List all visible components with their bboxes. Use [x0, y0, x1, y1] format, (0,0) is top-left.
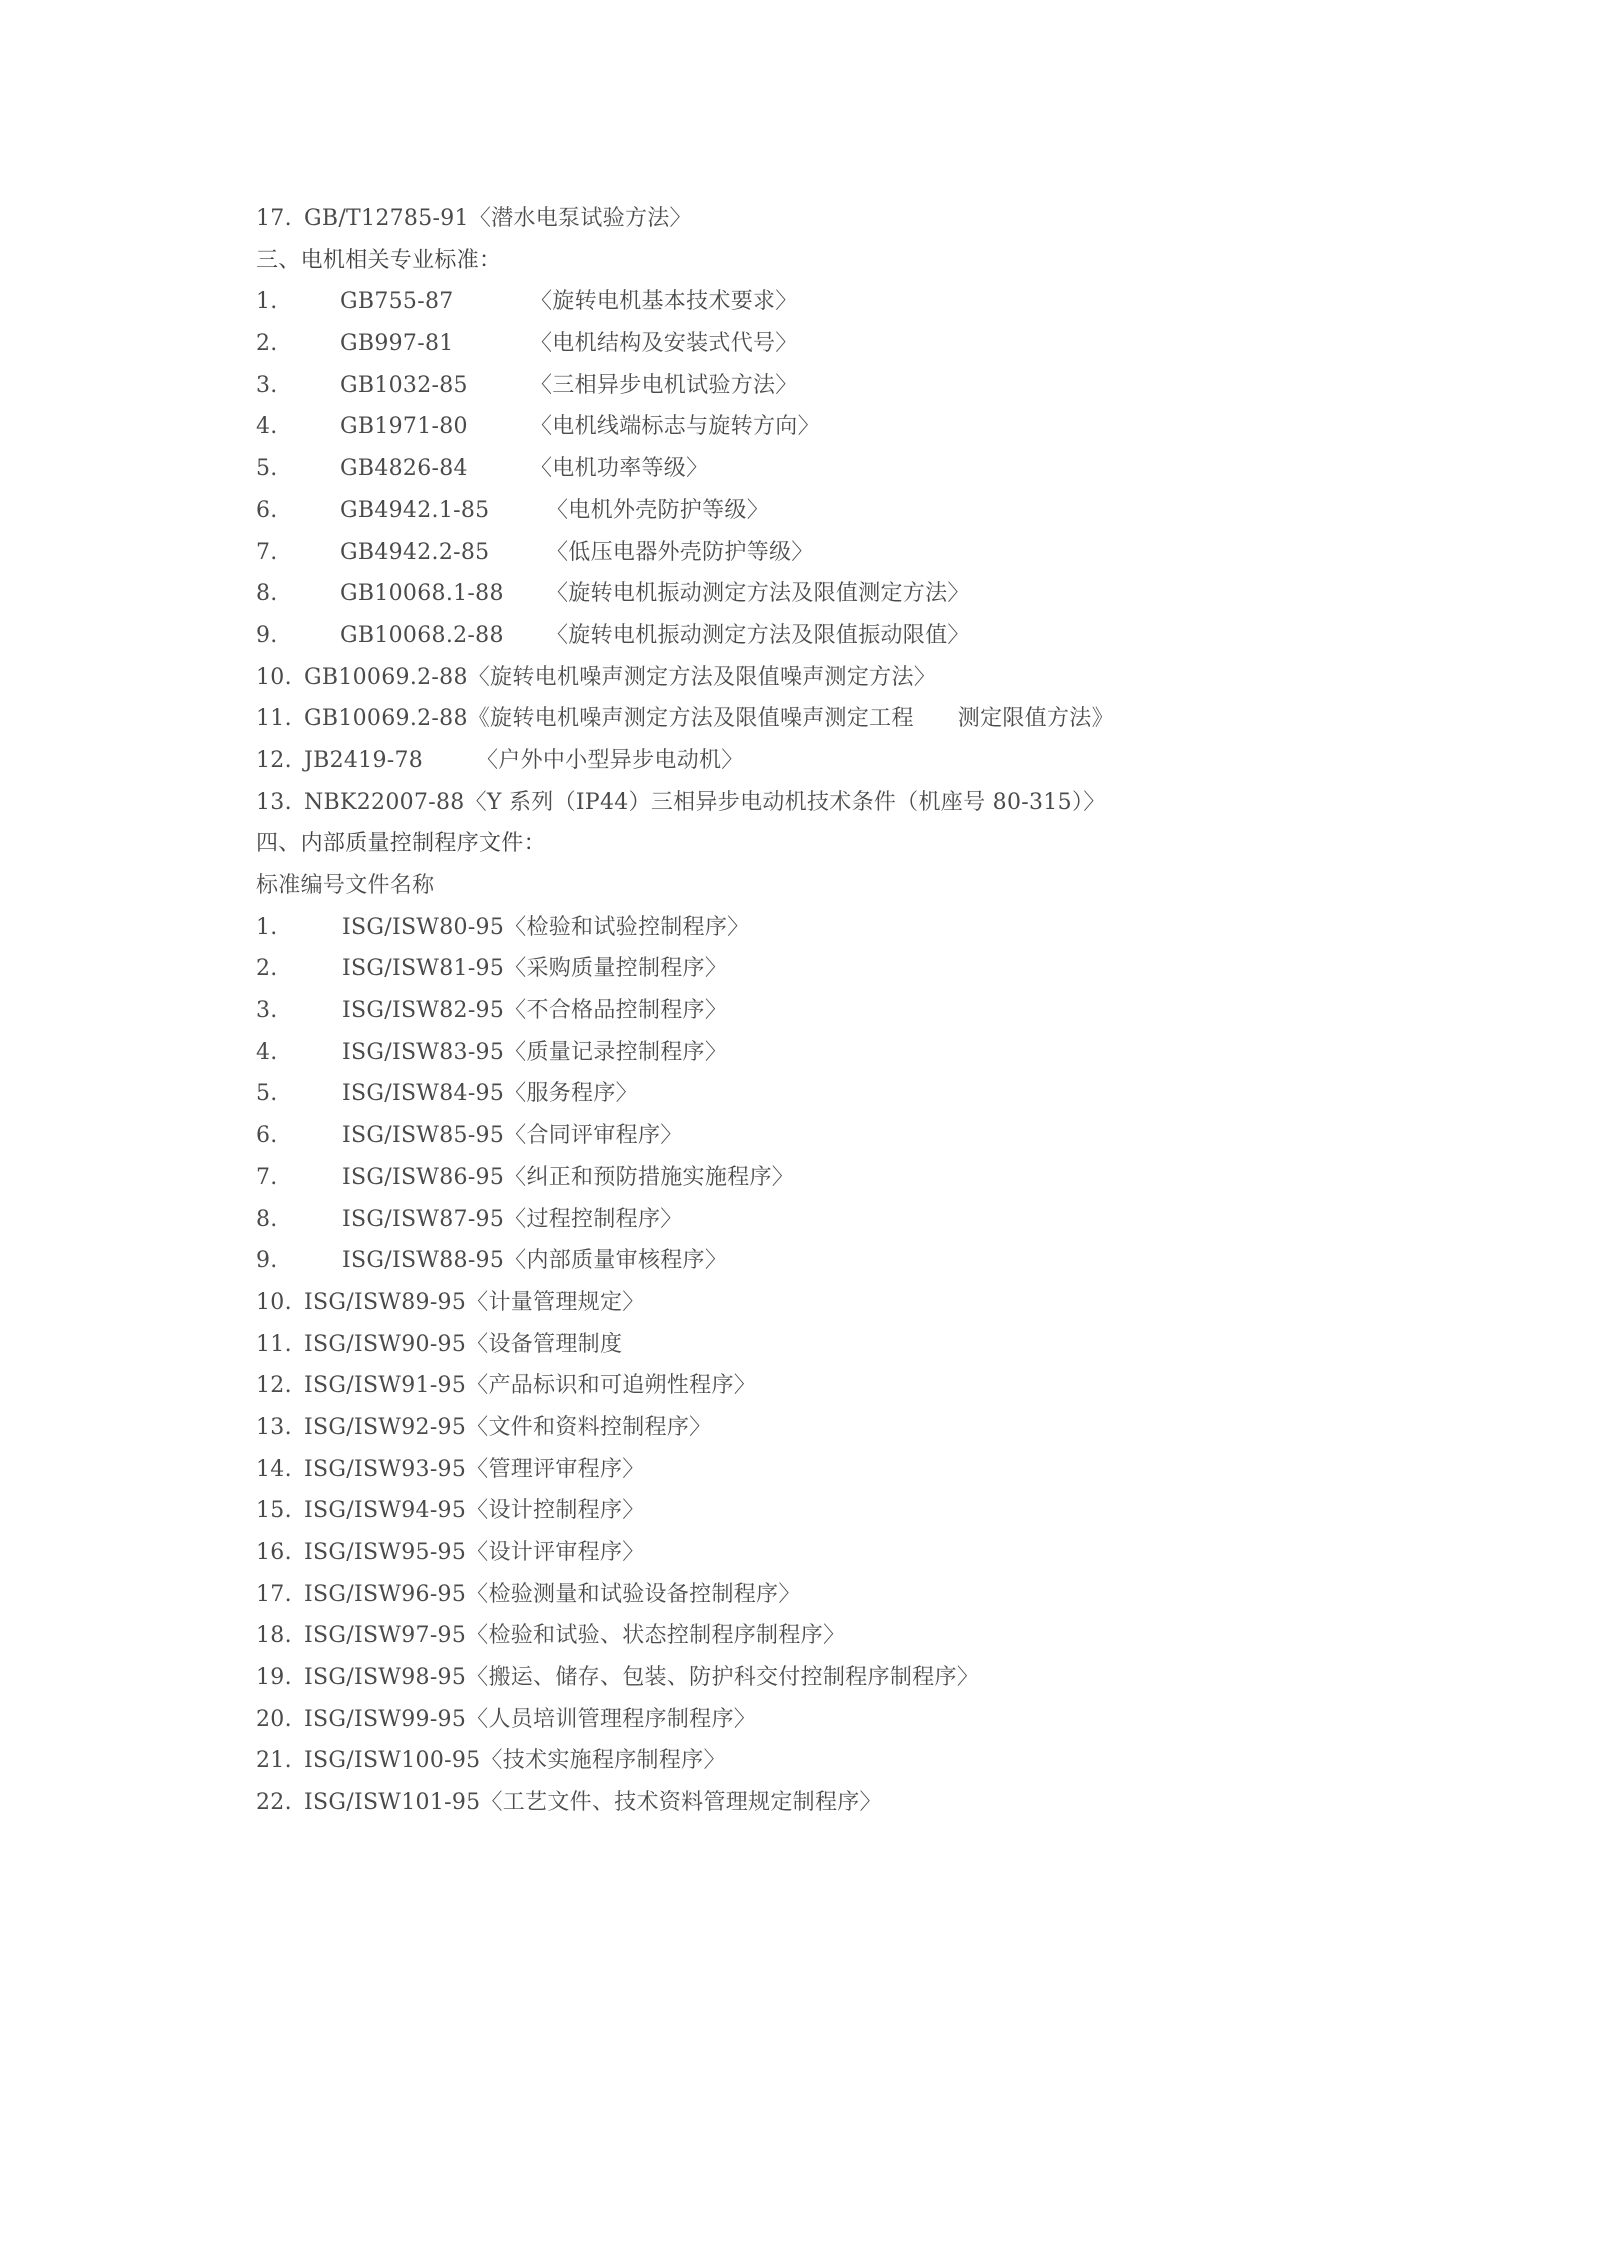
item-number: 4. [256, 1039, 278, 1065]
list-item [256, 698, 1436, 740]
standard-code: GB997-81 [340, 331, 454, 357]
doc-title: 〈纠正和预防措施实施程序〉 [504, 1164, 795, 1190]
section-heading-3: 三、电机相关专业标准： [256, 247, 502, 273]
doc-code: ISG/ISW92-95 [304, 1414, 467, 1440]
list-item [256, 907, 1436, 949]
doc-title: 〈搬运、储存、包装、防护科交付控制程序制程序〉 [466, 1665, 980, 1691]
item-number: 22. [256, 1790, 292, 1816]
list-item [256, 323, 1436, 365]
item-number: 10. [256, 1289, 292, 1315]
doc-title: 〈技术实施程序制程序〉 [480, 1748, 726, 1774]
item-number: 5. [256, 456, 278, 482]
item-number: 6. [256, 497, 278, 523]
doc-code: ISG/ISW87-95 [342, 1206, 505, 1232]
item-number: 16. [256, 1540, 292, 1565]
doc-title: 〈人员培训管理程序制程序〉 [466, 1706, 757, 1732]
list-item [256, 990, 1436, 1032]
standard-code: GB10068.1-88 [340, 581, 504, 607]
standard-title: 〈旋转电机振动测定方法及限值测定方法〉 [546, 581, 970, 607]
list-item [256, 1574, 1436, 1616]
doc-code: ISG/ISW86-95 [342, 1164, 505, 1190]
list-item [256, 1657, 1436, 1699]
standard-code: GB4826-84 [340, 456, 468, 482]
doc-title: 〈内部质量审核程序〉 [504, 1248, 728, 1274]
item-number: 19. [256, 1665, 292, 1691]
item-number: 13. [256, 789, 292, 815]
list-item [256, 1240, 1436, 1282]
standard-code: GB1971-80 [340, 414, 468, 440]
list-item [256, 281, 1436, 323]
doc-code: ISG/ISW83-95 [342, 1039, 505, 1065]
doc-title: 〈服务程序〉 [504, 1081, 638, 1107]
item-number: 15. [256, 1498, 292, 1524]
item-number: 9. [256, 622, 278, 648]
item-number: 14. [256, 1456, 292, 1482]
standard-title: 〈三相异步电机试验方法〉 [530, 372, 798, 398]
doc-title: 〈产品标识和可追朔性程序〉 [466, 1373, 757, 1399]
standard-code: GB10069.2-88 [304, 706, 468, 732]
list-item [256, 406, 1436, 448]
list-item [256, 1032, 1436, 1074]
standard-title: 〈潜水电泵试验方法〉 [468, 206, 692, 231]
standard-code: GB4942.1-85 [340, 497, 490, 523]
doc-code: ISG/ISW91-95 [304, 1373, 467, 1399]
doc-code: ISG/ISW96-95 [304, 1581, 467, 1607]
item-number: 7. [256, 539, 278, 565]
standard-title: 〈Y 系列（IP44）三相异步电动机技术条件（机座号 80-315）〉 [464, 789, 1106, 815]
item-number: 13. [256, 1414, 292, 1440]
list-item [256, 1407, 1436, 1449]
item-number: 8. [256, 581, 278, 607]
doc-code: ISG/ISW89-95 [304, 1289, 467, 1315]
item-number: 21. [256, 1748, 292, 1774]
list-item [256, 532, 1436, 574]
section-subheading: 标准编号文件名称 [256, 873, 435, 898]
list-item [256, 1449, 1436, 1491]
doc-code: ISG/ISW84-95 [342, 1081, 505, 1107]
doc-code: ISG/ISW81-95 [342, 956, 505, 982]
doc-code: ISG/ISW100-95 [304, 1748, 481, 1774]
list-item [256, 1324, 1436, 1366]
list-item [256, 782, 1436, 824]
doc-title: 〈检验和试验控制程序〉 [504, 914, 750, 940]
doc-title: 〈工艺文件、技术资料管理规定制程序〉 [480, 1790, 882, 1816]
list-item [256, 1532, 1436, 1574]
list-item [256, 1782, 1436, 1824]
item-number: 11. [256, 706, 292, 732]
item-number: 2. [256, 331, 278, 357]
list-item [256, 448, 1436, 490]
doc-code: ISG/ISW90-95 [304, 1331, 467, 1357]
doc-code: ISG/ISW85-95 [342, 1123, 505, 1149]
doc-title: 〈文件和资料控制程序〉 [466, 1414, 712, 1440]
standard-code: GB1032-85 [340, 372, 468, 398]
list-item [256, 1490, 1436, 1532]
document-body [256, 198, 1436, 1824]
list-item [256, 198, 1436, 240]
standard-code: GB10069.2-88 [304, 664, 468, 690]
standard-code: GB4942.2-85 [340, 539, 490, 565]
doc-title: 〈检验测量和试验设备控制程序〉 [466, 1581, 801, 1607]
item-number: 17. [256, 206, 292, 231]
doc-code: ISG/ISW88-95 [342, 1248, 505, 1274]
standard-title: 〈旋转电机噪声测定方法及限值噪声测定方法〉 [467, 664, 937, 690]
doc-code: ISG/ISW82-95 [342, 998, 505, 1024]
item-number: 11. [256, 1331, 292, 1357]
standard-code: GB/T12785-91 [304, 206, 469, 231]
standard-code: NBK22007-88 [304, 789, 465, 815]
item-number: 3. [256, 372, 278, 398]
item-number: 4. [256, 414, 278, 440]
doc-code: ISG/ISW98-95 [304, 1665, 467, 1691]
standard-code: GB10068.2-88 [340, 622, 504, 648]
standard-title: 〈旋转电机基本技术要求〉 [530, 289, 798, 315]
standard-code: JB2419-78 [304, 747, 424, 773]
doc-title: 〈质量记录控制程序〉 [504, 1039, 728, 1065]
item-number: 12. [256, 747, 292, 773]
item-number: 6. [256, 1123, 278, 1149]
doc-title: 〈管理评审程序〉 [466, 1456, 645, 1482]
item-number: 5. [256, 1081, 278, 1107]
standard-title: 〈低压电器外壳防护等级〉 [546, 539, 814, 565]
item-number: 17. [256, 1581, 292, 1607]
list-item [256, 1365, 1436, 1407]
doc-title: 〈不合格品控制程序〉 [504, 998, 728, 1024]
standard-title: 〈旋转电机振动测定方法及限值振动限值〉 [546, 622, 970, 648]
doc-title: 〈采购质量控制程序〉 [504, 956, 728, 982]
standard-title: 《旋转电机噪声测定方法及限值噪声测定工程 [467, 706, 914, 732]
doc-code: ISG/ISW95-95 [304, 1540, 467, 1565]
list-item [256, 573, 1436, 615]
list-item [256, 1073, 1436, 1115]
item-number: 1. [256, 289, 278, 315]
item-number: 10. [256, 664, 292, 690]
standard-title: 〈电机外壳防护等级〉 [546, 497, 770, 523]
item-number: 1. [256, 914, 278, 940]
doc-title: 〈检验和试验、状态控制程序制程序〉 [466, 1623, 846, 1649]
doc-title: 〈设备管理制度 [466, 1331, 623, 1357]
list-item [256, 948, 1436, 990]
doc-code: ISG/ISW94-95 [304, 1498, 467, 1524]
doc-code: ISG/ISW93-95 [304, 1456, 467, 1482]
standard-code: GB755-87 [340, 289, 454, 315]
list-item [256, 490, 1436, 532]
list-item [256, 657, 1436, 699]
standard-title: 〈电机功率等级〉 [530, 456, 709, 482]
list-item [256, 1615, 1436, 1657]
item-number: 3. [256, 998, 278, 1024]
doc-code: ISG/ISW99-95 [304, 1706, 467, 1732]
standard-title: 〈电机线端标志与旋转方向〉 [530, 414, 820, 440]
doc-title: 〈过程控制程序〉 [504, 1206, 683, 1232]
list-item [256, 615, 1436, 657]
list-item [256, 740, 1436, 782]
section-heading-4: 四、内部质量控制程序文件： [256, 831, 546, 857]
doc-title: 〈设计控制程序〉 [466, 1498, 645, 1524]
item-number: 20. [256, 1706, 292, 1732]
doc-code: ISG/ISW80-95 [342, 914, 505, 940]
doc-title: 〈设计评审程序〉 [466, 1540, 645, 1565]
standard-title: 〈电机结构及安装式代号〉 [530, 331, 798, 357]
list-item [256, 365, 1436, 407]
list-item [256, 1740, 1436, 1782]
list-item [256, 1199, 1436, 1241]
item-number: 2. [256, 956, 278, 982]
list-item [256, 1157, 1436, 1199]
list-item [256, 1699, 1436, 1741]
item-number: 9. [256, 1248, 278, 1274]
standard-title: 〈户外中小型异步电动机〉 [476, 747, 744, 773]
item-number: 8. [256, 1206, 278, 1232]
doc-code: ISG/ISW97-95 [304, 1623, 467, 1649]
item-number: 7. [256, 1164, 278, 1190]
list-item [256, 1115, 1436, 1157]
doc-code: ISG/ISW101-95 [304, 1790, 481, 1816]
item-number: 12. [256, 1373, 292, 1399]
item-number: 18. [256, 1623, 292, 1649]
doc-title: 〈计量管理规定〉 [466, 1289, 645, 1315]
doc-title: 〈合同评审程序〉 [504, 1123, 683, 1149]
standard-title-continued: 测定限值方法》 [957, 706, 1114, 732]
list-item [256, 1282, 1436, 1324]
